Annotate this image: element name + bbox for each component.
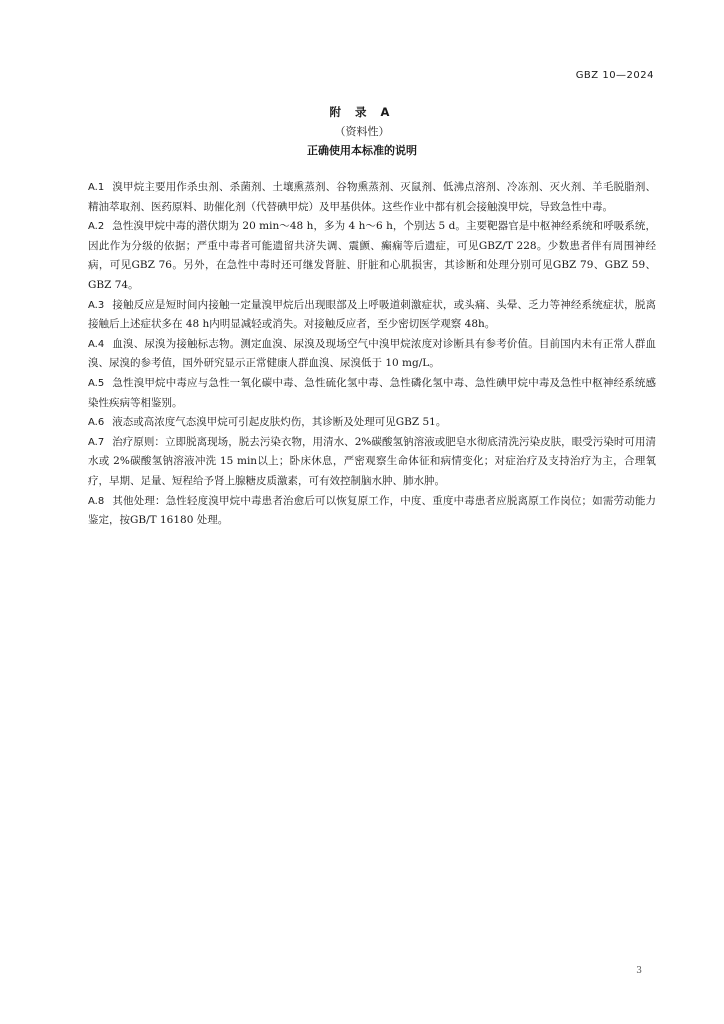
annex-body — [88, 178, 656, 531]
page-number: 3 — [636, 966, 642, 976]
clause-a3 — [88, 296, 656, 335]
clause-number: A.3 — [88, 299, 105, 311]
annex-header — [0, 103, 724, 160]
clause-a5 — [88, 374, 656, 413]
clause-number: A.8 — [88, 495, 105, 507]
annex-nature: （资料性） — [334, 125, 390, 138]
standard-code: GBZ 10—2024 — [575, 70, 654, 81]
clause-a2 — [88, 217, 656, 295]
clause-text: 其他处理：急性轻度溴甲烷中毒患者治愈后可以恢复原工作，中度、重度中毒患者应脱离原工作岗位；如需劳动能力鉴定，按GB/T 16180 处理。 — [88, 494, 656, 527]
annex-heading: 正确使用本标准的说明 — [307, 144, 417, 157]
clause-a4 — [88, 335, 656, 374]
clause-text: 急性溴甲烷中毒的潜伏期为 20 min～48 h，多为 4 h～6 h，个别达 5 d。主要靶器官是中枢神经系统和呼吸系统，因此作为分级的依据；严重中毒者可能遗留共济失调、震颤、癫痫等后遗症，可见GBZ/T 228。少数患者伴有周围神经病，可见GBZ 76。另外，在急性中毒时还可继发肾脏、肝脏和心肌损害，其诊断和处理分别可见GBZ 79、GBZ 59、GBZ 74。 — [88, 220, 656, 291]
clause-text: 血溴、尿溴为接触标志物。测定血溴、尿溴及现场空气中溴甲烷浓度对诊断具有参考价值。目前国内未有正常人群血溴、尿溴的参考值，国外研究显示正常健康人群血溴、尿溴低于 10 mg/L。 — [88, 337, 656, 370]
clause-text: 液态或高浓度气态溴甲烷可引起皮肤灼伤，其诊断及处理可见GBZ 51。 — [112, 416, 447, 429]
clause-number: A.4 — [88, 338, 105, 350]
clause-a8 — [88, 492, 656, 531]
clause-text: 治疗原则：立即脱离现场，脱去污染衣物，用清水、2%碳酸氢钠溶液或肥皂水彻底清洗污染皮肤，眼受污染时可用清水或 2%碳酸氢钠溶液冲洗 15 min以上；卧床休息，严密观察生命体征和病情变化；对症治疗及支持治疗为主，合理氧疗，早期、足量、短程给予肾上腺糖皮质激素，可有效控制脑水肿、肺水肿。 — [88, 435, 656, 487]
clause-text: 急性溴甲烷中毒应与急性一氧化碳中毒、急性硫化氢中毒、急性磷化氢中毒、急性碘甲烷中毒及急性中枢神经系统感染性疾病等相鉴别。 — [88, 376, 656, 409]
annex-title: 附 录 A — [329, 105, 395, 119]
clause-text: 接触反应是短时间内接触一定量溴甲烷后出现眼部及上呼吸道刺激症状，或头痛、头晕、乏力等神经系统症状，脱离接触后上述症状多在 48 h内明显减轻或消失。对接触反应者，至少密切医学观察 48h。 — [88, 298, 656, 331]
clause-number: A.1 — [88, 182, 105, 193]
clause-text: 溴甲烷主要用作杀虫剂、杀菌剂、土壤熏蒸剂、谷物熏蒸剂、灭鼠剂、低沸点溶剂、冷冻剂、灭火剂、羊毛脱脂剂、精油萃取剂、医药原料、助催化剂（代替碘甲烷）及甲基供体。这些作业中都有机会接触溴甲烷，导致急性中毒。 — [88, 181, 656, 213]
clause-number: A.7 — [88, 436, 105, 448]
clause-a6 — [88, 413, 656, 433]
clause-a1 — [88, 178, 656, 217]
clause-number: A.6 — [88, 417, 105, 429]
clause-number: A.2 — [88, 221, 105, 233]
clause-a7 — [88, 433, 656, 492]
clause-number: A.5 — [88, 377, 105, 389]
